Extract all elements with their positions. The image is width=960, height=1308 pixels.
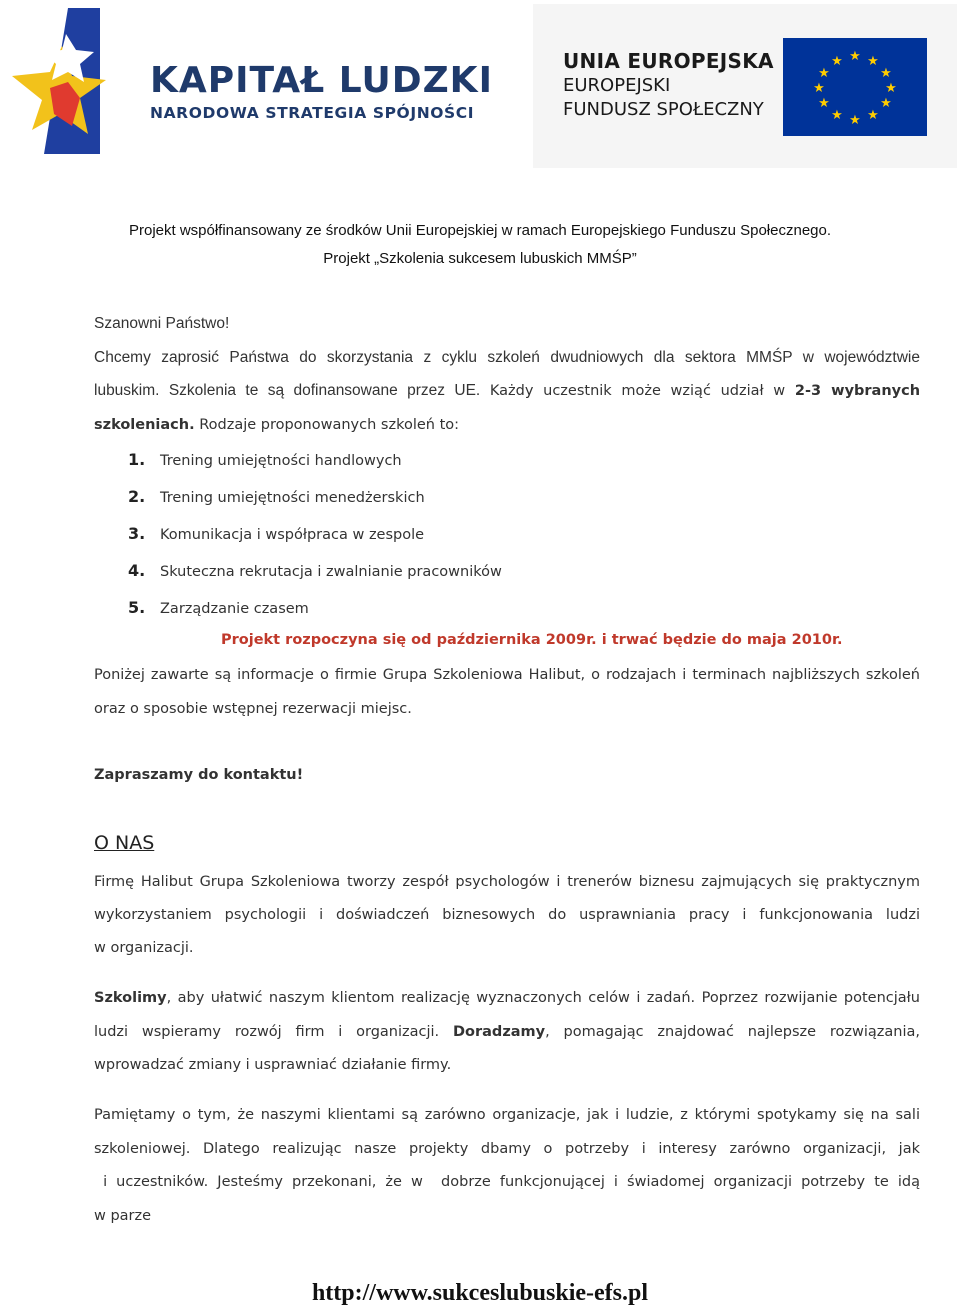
svg-text:★: ★: [818, 66, 830, 81]
paragraph-line: szkoleniowej. Dlatego realizując nasze projekty dbamy o potrzeby i interesy zarówno organizacji, jak: [94, 1141, 920, 1157]
logo-title: KAPITAŁ LUDZKI: [150, 60, 493, 101]
paragraph-line: i uczestników. Jesteśmy przekonani, że w dobrze funkcjonującej i świadomej organizacji potrzeby te idą: [94, 1174, 920, 1190]
list-number: 1.: [128, 450, 146, 469]
text-span-bold: Doradzamy: [453, 1024, 546, 1040]
svg-text:★: ★: [849, 113, 861, 128]
list-number: 3.: [128, 524, 146, 543]
text-span: , aby ułatwić naszym klientom realizację wyznaczonych celów i zadań. Poprzez rozwijanie potencjału: [166, 990, 920, 1006]
section-heading: O NAS: [94, 832, 155, 854]
paragraph-line: w parze: [94, 1208, 152, 1224]
text-span-bold: Szkolimy: [94, 990, 167, 1006]
kapital-ludzki-star-logo: [10, 6, 140, 156]
paragraph-line: oraz o sposobie wstępnej rezerwacji miejsc.: [94, 701, 412, 717]
paragraph-line: Pamiętamy o tym, że naszymi klientami są zarówno organizacje, jak i ludzie, z którymi spotykamy się na sali: [94, 1107, 920, 1123]
project-period: Projekt rozpoczyna się od października 2009r. i trwać będzie do maja 2010r.: [221, 632, 843, 648]
svg-text:★: ★: [831, 54, 843, 69]
paragraph-line: [94, 1015, 920, 1049]
list-item: [128, 450, 402, 469]
project-name: Projekt „Szkolenia sukcesem lubuskich MMŚP”: [323, 250, 637, 267]
list-number: 5.: [128, 598, 146, 617]
svg-text:★: ★: [880, 66, 892, 81]
invite-text: Zapraszamy do kontaktu!: [94, 767, 304, 783]
list-label: Skuteczna rekrutacja i zwalnianie pracowników: [160, 564, 502, 580]
greeting: Szanowni Państwo!: [94, 315, 230, 332]
paragraph-line: [94, 408, 920, 442]
paragraph-line: w organizacji.: [94, 940, 194, 956]
eu-logo-line1: UNIA EUROPEJSKA: [563, 49, 774, 73]
list-number: 2.: [128, 487, 146, 506]
list-number: 4.: [128, 561, 146, 580]
eu-logo-line2: EUROPEJSKI: [563, 75, 671, 96]
svg-text:★: ★: [867, 54, 879, 69]
paragraph-line: wykorzystaniem psychologii i doświadczeń biznesowych do usprawniania pracy i funkcjonowania ludzi: [94, 907, 920, 923]
text-span: ludzi wspieramy rozwój firm i organizacji.: [94, 1024, 440, 1040]
eu-flag-icon: [783, 38, 927, 136]
svg-text:★: ★: [849, 49, 861, 64]
svg-text:★: ★: [880, 96, 892, 111]
kapital-ludzki-logo: [10, 6, 493, 158]
svg-text:★: ★: [813, 81, 825, 96]
text-span: , pomagając znajdować najlepsze rozwiązania,: [545, 1024, 921, 1040]
list-item: [128, 561, 502, 580]
text-span-bold: szkoleniach.: [94, 417, 195, 433]
text-span: lubuskim. Szkolenia te są dofinansowane przez UE.: [94, 382, 481, 399]
text-span: Każdy uczestnik może wziąć udział w: [489, 383, 786, 399]
text-span-bold: 2-3 wybranych: [794, 383, 921, 399]
svg-text:★: ★: [818, 96, 830, 111]
paragraph-line: Firmę Halibut Grupa Szkoleniowa tworzy zespół psychologów i trenerów biznesu zajmujących się praktycznym: [94, 874, 920, 890]
cofinancing-note: Projekt współfinansowany ze środków Unii Europejskiej w ramach Europejskiego Funduszu Społecznego.: [128, 222, 832, 239]
text-span: Rodzaje proponowanych szkoleń to:: [199, 417, 460, 433]
eu-logo-line3: FUNDUSZ SPOŁECZNY: [563, 99, 764, 120]
list-label: Komunikacja i współpraca w zespole: [160, 527, 425, 543]
paragraph-line: Poniżej zawarte są informacje o firmie Grupa Szkoleniowa Halibut, o rodzajach i terminach najbliższych szkoleń: [94, 667, 920, 683]
list-item: [128, 598, 309, 617]
svg-text:★: ★: [885, 81, 897, 96]
list-item: [128, 524, 424, 543]
list-label: Trening umiejętności handlowych: [160, 453, 402, 469]
footer-url: http://www.sukceslubuskie-efs.pl: [311, 1280, 649, 1306]
paragraph-line: [94, 981, 920, 1015]
list-label: Zarządzanie czasem: [160, 601, 309, 617]
paragraph-line: wprowadzać zmiany i usprawniać działanie firmy.: [94, 1057, 452, 1073]
list-label: Trening umiejętności menedżerskich: [160, 490, 425, 506]
paragraph-line: [94, 374, 920, 408]
list-item: [128, 487, 425, 506]
logo-subtitle: NARODOWA STRATEGIA SPÓJNOŚCI: [150, 104, 475, 122]
svg-text:★: ★: [831, 108, 843, 123]
eu-logo: [533, 4, 957, 168]
svg-text:★: ★: [867, 108, 879, 123]
paragraph-line: Chcemy zaprosić Państwa do skorzystania z cyklu szkoleń dwudniowych dla sektora MMŚP w województwie: [94, 349, 920, 366]
